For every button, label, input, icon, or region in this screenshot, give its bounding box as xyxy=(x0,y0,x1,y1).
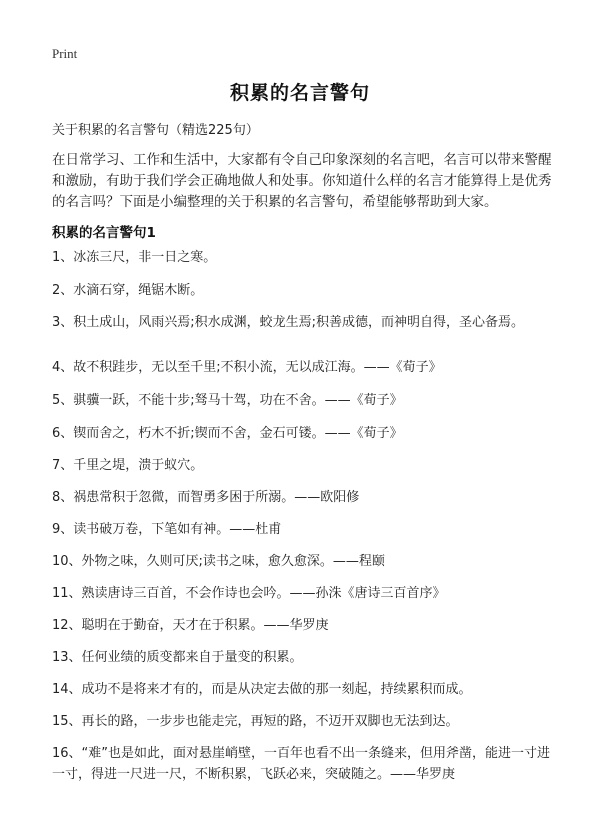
quote-item: 8、祸患常积于忽微，而智勇多困于所溺。——欧阳修 xyxy=(52,490,360,505)
quote-item: 1、冰冻三尺，非一日之寒。 xyxy=(52,250,217,265)
article-subtitle: 关于积累的名言警句（精选225句） xyxy=(52,123,259,138)
quote-item: 10、外物之味，久则可厌;读书之味，愈久愈深。——程颐 xyxy=(52,554,385,569)
intro-paragraph: 在日常学习、工作和生活中，大家都有令自己印象深刻的名言吧，名言可以带来警醒和激励，有助于我们学会正确地做人和处事。你知道什么样的名言才能算得上是优秀的名言吗？下面是小编整理的关于积累的名言警句，希望能够帮助到大家。 xyxy=(52,152,552,210)
quote-item: 2、水滴石穿，绳锯木断。 xyxy=(52,283,204,298)
quote-item: 9、读书破万卷，下笔如有神。——杜甫 xyxy=(52,522,282,537)
quote-item: 16、“难”也是如此，面对悬崖峭壁，一百年也看不出一条缝来，但用斧凿，能进一寸进一寸，得进一尺进一尺，不断积累，飞跃必来，突破随之。——华罗庚 xyxy=(52,746,551,782)
section-heading: 积累的名言警句1 xyxy=(52,225,156,241)
quote-item: 3、积土成山，风雨兴焉;积水成渊，蛟龙生焉;积善成德，而神明自得，圣心备焉。 xyxy=(52,315,525,330)
quote-item: 4、故不积跬步，无以至千里;不积小流，无以成江海。——《荀子》 xyxy=(52,360,442,375)
quote-item: 13、任何业绩的质变都来自于量变的积累。 xyxy=(52,650,303,665)
quote-item: 6、锲而舍之，朽木不折;锲而不舍，金石可镂。——《荀子》 xyxy=(52,426,403,441)
quote-item: 5、骐骥一跃，不能十步;驽马十驾，功在不舍。——《荀子》 xyxy=(52,393,403,408)
page-title: 积累的名言警句 xyxy=(229,82,370,104)
quote-item: 11、熟读唐诗三百首，不会作诗也会吟。——孙洙《唐诗三百首序》 xyxy=(52,586,446,601)
quote-item: 7、千里之堤，溃于蚁穴。 xyxy=(52,458,204,473)
quote-item: 14、成功不是将来才有的，而是从决定去做的那一刻起，持续累积而成。 xyxy=(52,682,472,697)
quote-item: 15、再长的路，一步步也能走完，再短的路，不迈开双脚也无法到达。 xyxy=(52,714,459,729)
print-label[interactable]: Print xyxy=(52,46,78,61)
quote-item: 12、聪明在于勤奋，天才在于积累。——华罗庚 xyxy=(52,618,329,633)
